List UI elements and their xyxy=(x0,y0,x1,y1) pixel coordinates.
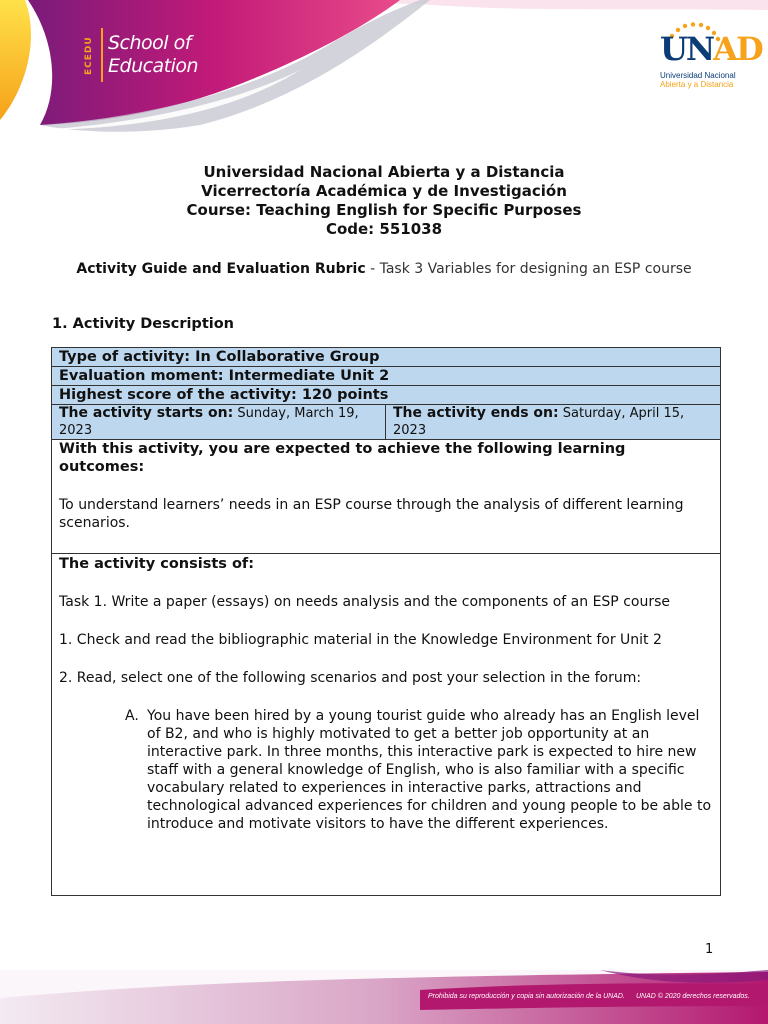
section-heading: 1. Activity Description xyxy=(52,316,235,332)
title-vicerrectoria: Vicerrectoría Académica y de Investigación xyxy=(201,182,567,200)
title-university: Universidad Nacional Abierta y a Distancia xyxy=(203,163,565,181)
row-highest-score: Highest score of the activity: 120 points xyxy=(52,386,720,405)
outcomes-text: To understand learners’ needs in an ESP course through the analysis of different learning scenarios. xyxy=(59,497,684,531)
end-date-cell: The activity ends on: Saturday, April 15, 2023 xyxy=(393,405,685,438)
unad-wordmark: UNAD xyxy=(660,30,762,68)
row-evaluation-moment: Evaluation moment: Intermediate Unit 2 xyxy=(52,367,720,386)
unad-subtitle: Universidad Nacional Abierta y a Distancia xyxy=(660,71,736,89)
ecedu-label: ECEDU xyxy=(84,36,94,76)
footer-copy-notice: Prohibida su reproducción y copia sin autorización de la UNAD. xyxy=(428,993,625,1000)
row-learning-outcomes xyxy=(52,440,720,554)
step1-text: 1. Check and read the bibliographic material in the Knowledge Environment for Unit 2 xyxy=(59,632,662,648)
page-number: 1 xyxy=(705,942,714,957)
title-code: Code: 551038 xyxy=(325,220,443,238)
row-dates xyxy=(52,405,720,440)
list-marker: A. xyxy=(125,708,139,724)
school-of-education-logo: School of Education xyxy=(108,32,199,77)
outcomes-heading: With this activity, you are expected to achieve the following learning outcomes: xyxy=(59,441,626,475)
scenario-a-text: You have been hired by a young tourist guide who already has an English level of B2, and who is highly motivated to get a better job opportunity at an interactive park. In three months, this interactive park is expected to hire new staff with a general knowledge of English, who is also familiar with a specific vocabulary related to experiences in interactive parks, attractions and technological advanced experiences for children and young people to be able to introduce and motivate visitors to have the different experiences. xyxy=(147,708,712,832)
footer-copyright: UNAD © 2020 derechos reservados. xyxy=(636,993,750,1000)
scenario-list xyxy=(59,707,713,833)
step2-text: 2. Read, select one of the following scenarios and post your selection in the forum: xyxy=(59,670,642,686)
title-course: Course: Teaching English for Specific Purposes xyxy=(186,201,582,219)
row-activity-consists xyxy=(52,555,720,895)
document-title xyxy=(0,163,768,239)
ecedu-divider xyxy=(101,28,103,82)
consists-heading: The activity consists of: xyxy=(59,556,255,572)
list-item xyxy=(125,707,713,833)
task1-text: Task 1. Write a paper (essays) on needs analysis and the components of an ESP course xyxy=(59,594,671,610)
guide-subtitle: Activity Guide and Evaluation Rubric - Task 3 Variables for designing an ESP course xyxy=(76,261,692,277)
row-type-of-activity: Type of activity: In Collaborative Group xyxy=(52,348,720,367)
start-date-cell: The activity starts on: Sunday, March 19, 2023 xyxy=(52,405,386,439)
activity-table xyxy=(51,347,721,896)
